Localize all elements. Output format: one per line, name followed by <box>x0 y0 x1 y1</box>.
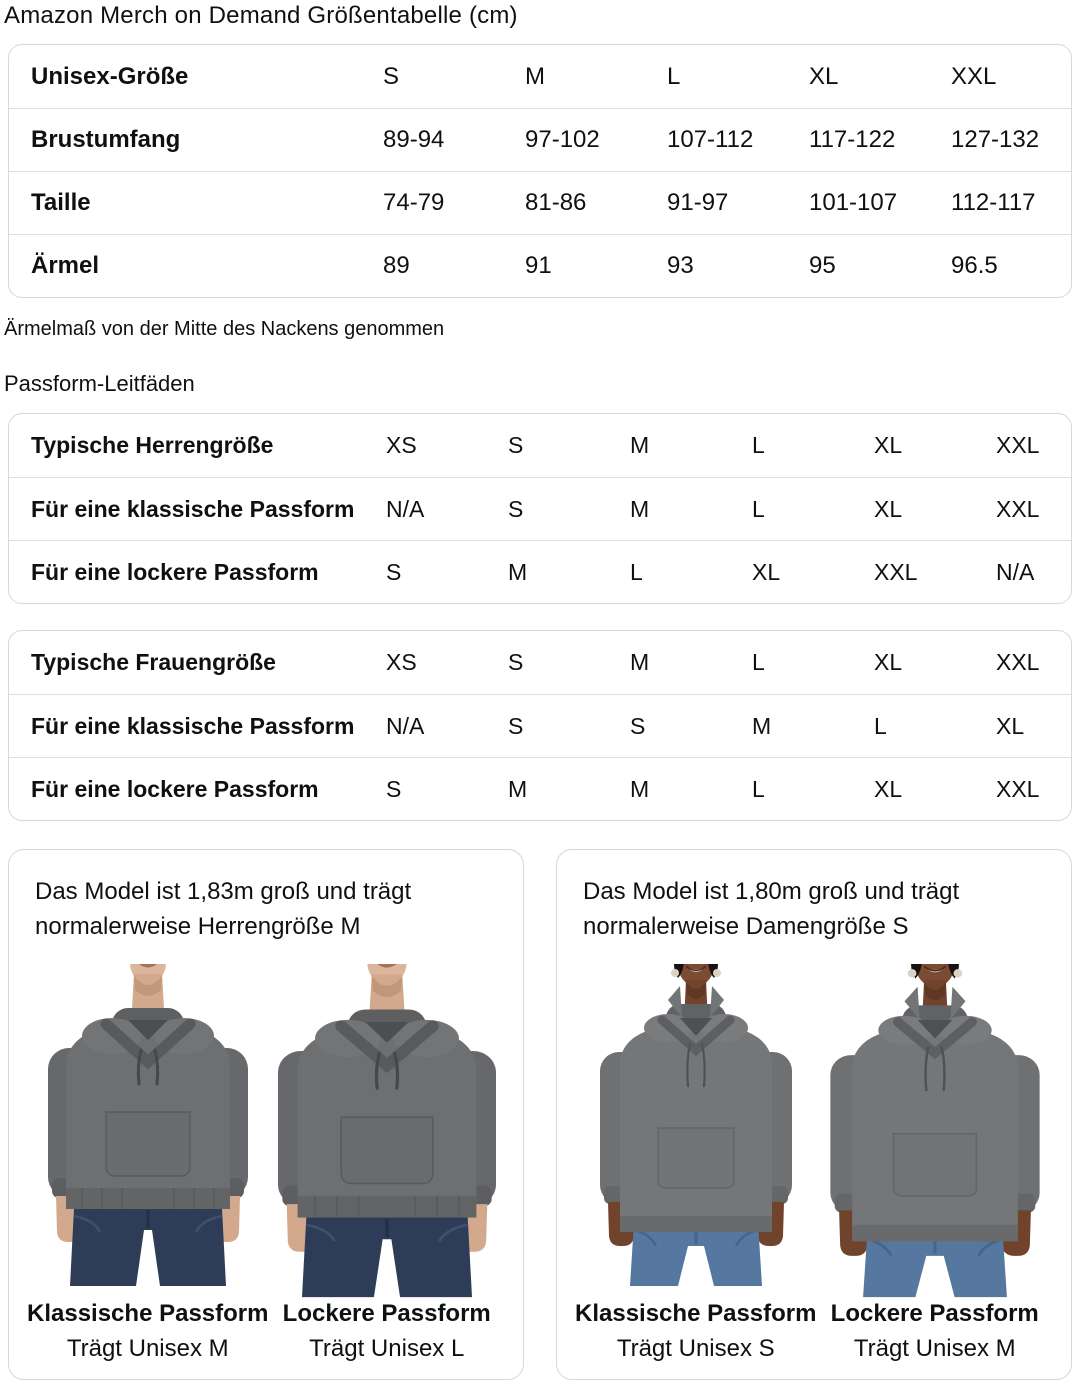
fit-cell: N/A <box>386 495 425 522</box>
fit-cell: XL <box>874 775 903 802</box>
row-label: Taille <box>31 189 91 216</box>
fit-cell: XL <box>996 712 1025 739</box>
fit-cell: XXL <box>996 432 1040 458</box>
measure-cell: 81-86 <box>525 189 587 216</box>
fit-cell: S <box>386 775 402 802</box>
fit-cell: XL <box>874 432 903 458</box>
size-cell: L <box>667 62 681 90</box>
model-description: Das Model ist 1,83m groß und trägt normalerweise Herrengröße M <box>35 878 412 940</box>
measure-cell: 91-97 <box>667 189 729 216</box>
fit-cell: XL <box>874 495 903 522</box>
female-model-classic-photo <box>590 964 802 1286</box>
fit-cell: M <box>630 649 650 675</box>
row-label: Unisex-Größe <box>31 62 189 90</box>
fit-cell: M <box>630 495 650 522</box>
fit-label: Klassische Passform <box>27 1300 269 1327</box>
table-row <box>9 108 1071 171</box>
fit-cell: S <box>508 649 524 675</box>
measure-cell: 93 <box>667 252 694 279</box>
row-label: Für eine lockere Passform <box>31 558 319 585</box>
fit-label: Klassische Passform <box>575 1300 817 1327</box>
table-row <box>9 234 1071 297</box>
table-row <box>9 45 1071 108</box>
fit-cell: S <box>508 712 524 739</box>
row-label: Für eine klassische Passform <box>31 712 355 739</box>
fit-cell: XXL <box>874 558 918 585</box>
measure-cell: 95 <box>809 252 836 279</box>
model-figures <box>575 964 1053 1363</box>
fit-cell: L <box>752 775 765 802</box>
mens-model-card <box>8 849 524 1380</box>
womens-fit-table <box>8 630 1072 821</box>
fit-cell: N/A <box>996 558 1035 585</box>
size-cell: S <box>383 62 400 90</box>
fit-cell: L <box>752 495 765 522</box>
size-worn-label: Trägt Unisex M <box>66 1335 229 1362</box>
fit-cell: S <box>508 432 524 458</box>
loose-fit-figure <box>816 964 1053 1363</box>
table-row <box>9 540 1071 603</box>
table-row <box>9 171 1071 234</box>
size-worn-label: Trägt Unisex L <box>309 1335 465 1362</box>
measure-cell: 117-122 <box>809 126 896 153</box>
measure-cell: 112-117 <box>951 189 1036 216</box>
fit-cell: M <box>630 775 650 802</box>
fit-cell: XS <box>386 649 417 675</box>
fit-cell: XL <box>874 649 903 675</box>
fit-cell: N/A <box>386 712 425 739</box>
fit-cell: S <box>386 558 402 585</box>
table-row <box>9 631 1071 694</box>
male-model-classic-photo <box>42 964 254 1286</box>
measure-cell: 91 <box>525 252 552 279</box>
fit-cell: XL <box>752 558 781 585</box>
unisex-size-table <box>8 44 1072 298</box>
fit-cell: S <box>508 495 524 522</box>
row-label: Ärmel <box>31 252 100 279</box>
fit-cell: XXL <box>996 495 1040 522</box>
sleeve-measure-note: Ärmelmaß von der Mitte des Nackens genommen <box>4 318 445 340</box>
measure-cell: 101-107 <box>809 189 898 216</box>
measure-cell: 89-94 <box>383 126 445 153</box>
measure-cell: 74-79 <box>383 189 445 216</box>
row-label: Für eine lockere Passform <box>31 775 319 802</box>
table-row <box>9 757 1071 820</box>
measure-cell: 89 <box>383 252 410 279</box>
fit-cell: XXL <box>996 775 1040 802</box>
table-row <box>9 477 1071 540</box>
womens-model-card <box>556 849 1072 1380</box>
measure-cell: 96.5 <box>951 252 998 279</box>
fit-cell: L <box>752 432 765 458</box>
fit-label: Lockere Passform <box>282 1300 491 1327</box>
fit-cell: L <box>630 558 643 585</box>
measure-cell: 97-102 <box>525 126 600 153</box>
size-cell: XL <box>809 62 839 90</box>
fit-cell: XS <box>386 432 417 458</box>
mens-fit-table <box>8 413 1072 604</box>
row-label: Brustumfang <box>31 126 181 153</box>
size-cell: M <box>525 62 545 90</box>
size-worn-label: Trägt Unisex M <box>853 1335 1016 1362</box>
model-figures <box>27 964 505 1363</box>
row-label: Für eine klassische Passform <box>31 495 355 522</box>
model-description: Das Model ist 1,80m groß und trägt normalerweise Damengröße S <box>583 878 960 940</box>
loose-fit-figure <box>268 964 505 1363</box>
size-worn-label: Trägt Unisex S <box>616 1335 775 1362</box>
fit-cell: L <box>752 649 765 675</box>
page-title: Amazon Merch on Demand Größentabelle (cm) <box>4 2 518 29</box>
fit-cell: M <box>508 775 528 802</box>
row-label: Typische Herrengröße <box>31 432 274 458</box>
fit-label: Lockere Passform <box>830 1300 1039 1327</box>
fit-guides-heading: Passform-Leitfäden <box>4 371 195 396</box>
classic-fit-figure <box>575 964 816 1363</box>
fit-cell: XXL <box>996 649 1040 675</box>
row-label: Typische Frauengröße <box>31 649 276 675</box>
fit-cell: L <box>874 712 887 739</box>
table-row <box>9 414 1071 477</box>
fit-cell: S <box>630 712 646 739</box>
fit-cell: M <box>508 558 528 585</box>
measure-cell: 127-132 <box>951 126 1040 153</box>
table-row <box>9 694 1071 757</box>
size-cell: XXL <box>951 62 997 90</box>
measure-cell: 107-112 <box>667 126 754 153</box>
fit-cell: M <box>630 432 650 458</box>
model-cards <box>8 849 1072 1380</box>
male-model-loose-photo <box>271 964 502 1297</box>
female-model-loose-photo <box>819 964 1050 1297</box>
fit-cell: M <box>752 712 772 739</box>
classic-fit-figure <box>27 964 268 1363</box>
